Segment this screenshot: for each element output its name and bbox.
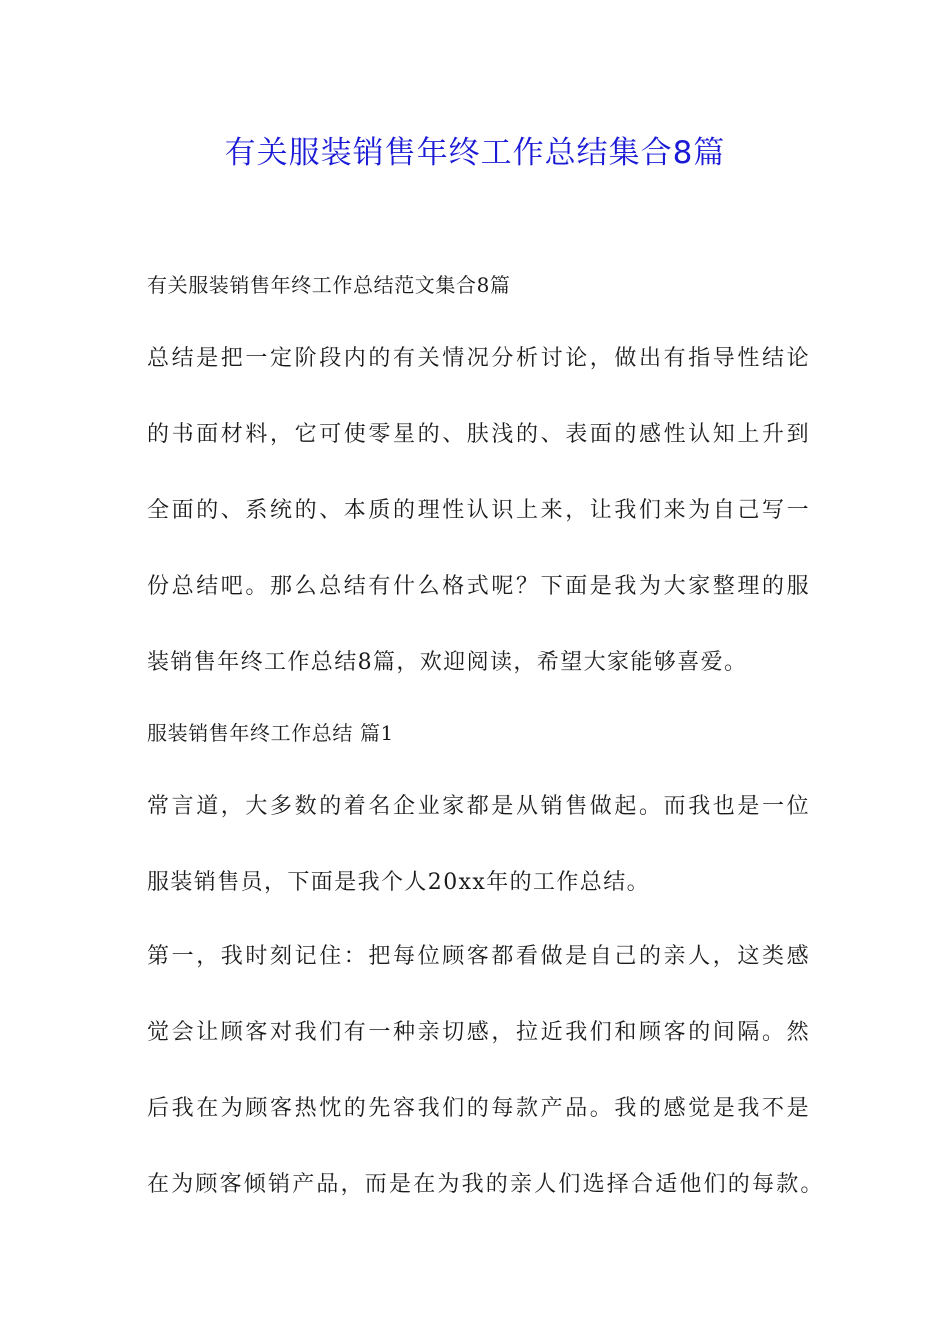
section-heading: 服装销售年终工作总结 篇1 bbox=[147, 721, 394, 745]
paragraph-line: 在为顾客倾销产品，而是在为我的亲人们选择合适他们的每款。 bbox=[147, 1172, 825, 1197]
paragraph-line: 全面的、系统的、本质的理性认识上来，让我们来为自己写一 bbox=[147, 498, 812, 523]
paragraph-line: 的书面材料，它可使零星的、肤浅的、表面的感性认知上升到 bbox=[147, 422, 812, 447]
paragraph-line: 觉会让顾客对我们有一种亲切感，拉近我们和顾客的间隔。然 bbox=[147, 1020, 812, 1045]
paragraph-line: 第一，我时刻记住：把每位顾客都看做是自己的亲人，这类感 bbox=[147, 944, 812, 969]
paragraph-line: 后我在为顾客热忱的先容我们的每款产品。我的感觉是我不是 bbox=[147, 1096, 812, 1121]
paragraph-line: 常言道，大多数的着名企业家都是从销售做起。而我也是一位 bbox=[147, 794, 812, 819]
paragraph-line: 份总结吧。那么总结有什么格式呢？下面是我为大家整理的服 bbox=[147, 574, 812, 599]
document-title: 有关服装销售年终工作总结集合8篇 bbox=[224, 135, 726, 171]
paragraph-line: 服装销售员，下面是我个人20xx年的工作总结。 bbox=[147, 870, 651, 895]
subtitle-line: 有关服装销售年终工作总结范文集合8篇 bbox=[147, 273, 511, 297]
paragraph-line: 总结是把一定阶段内的有关情况分析讨论，做出有指导性结论 bbox=[147, 346, 812, 371]
paragraph-line: 装销售年终工作总结8篇，欢迎阅读，希望大家能够喜爱。 bbox=[147, 650, 748, 675]
